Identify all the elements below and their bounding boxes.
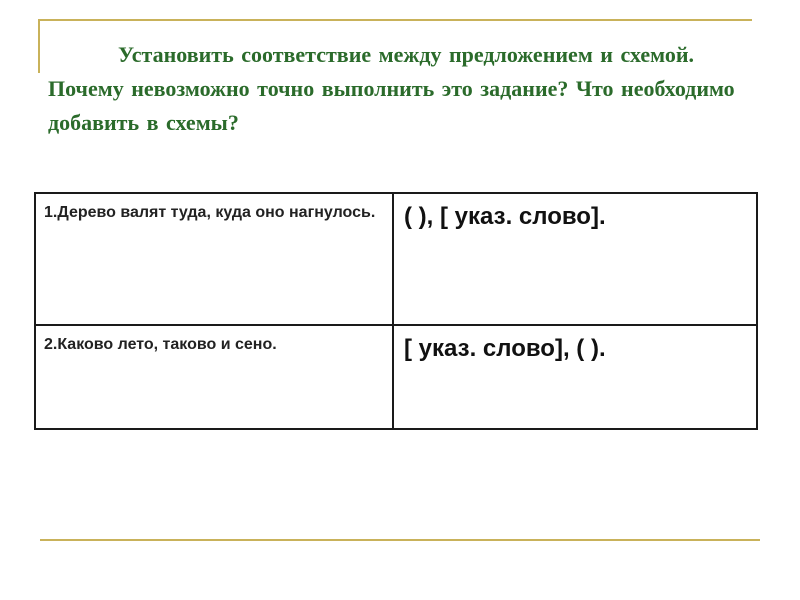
table-row xyxy=(35,193,757,325)
frame-left-line xyxy=(38,19,40,73)
frame-bottom-line xyxy=(40,539,760,541)
task-instruction: Установить соответствие между предложением и схемой. Почему невозможно точно выполнить это задание? Что необходимо добавить в схемы? xyxy=(48,42,735,135)
scheme-text: [ указ. слово], ( ). xyxy=(404,335,606,362)
sentence-cell xyxy=(35,193,393,325)
table-row xyxy=(35,325,757,429)
matching-table xyxy=(34,192,758,430)
scheme-cell xyxy=(393,325,757,429)
sentence-text: 1.Дерево валят туда, куда оно нагнулось. xyxy=(44,204,376,221)
scheme-text: ( ), [ указ. слово]. xyxy=(404,203,606,230)
sentence-cell xyxy=(35,325,393,429)
sentence-text: 2.Каково лето, таково и сено. xyxy=(44,336,277,353)
scheme-cell xyxy=(393,193,757,325)
frame-top-line xyxy=(38,19,752,21)
